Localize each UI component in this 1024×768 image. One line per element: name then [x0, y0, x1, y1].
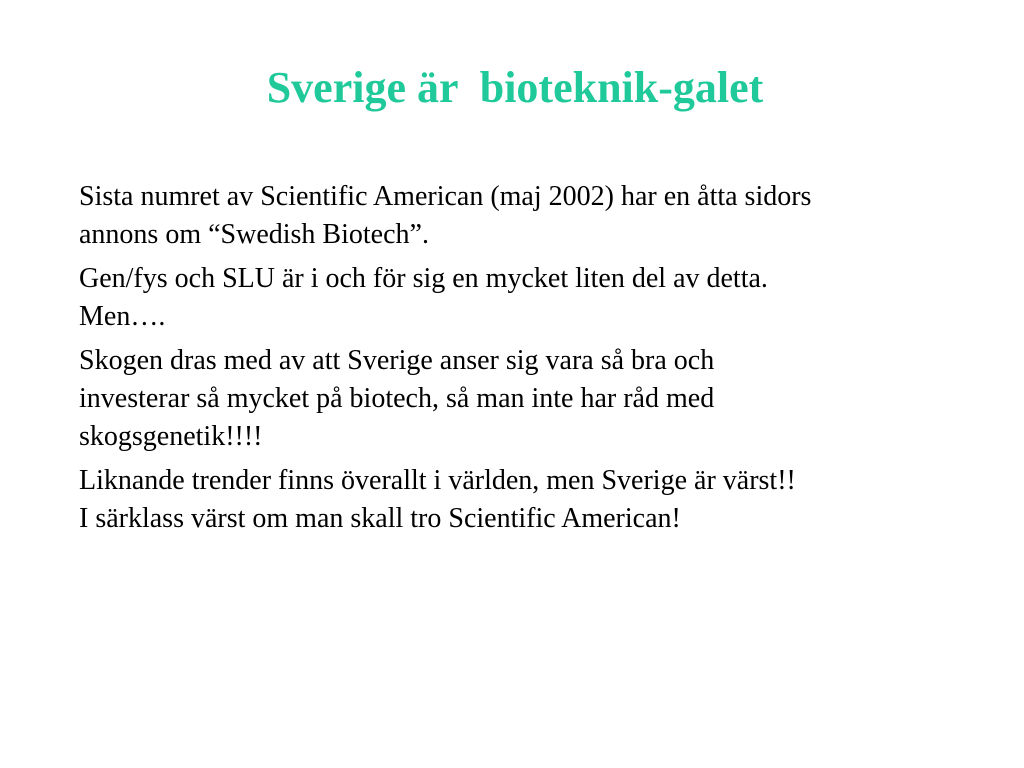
- paragraph-scientific-american: Sista numret av Scientific American (maj 2002) har en åtta sidors annons om “Swedish Biotech”.: [79, 181, 812, 250]
- paragraph-genfys-slu: Gen/fys och SLU är i och för sig en mycket liten del av detta. Men….: [79, 263, 768, 332]
- paragraph-trender: Liknande trender finns överallt i världen, men Sverige är värst!! I särklass värst om man skall tro Scientific American!: [79, 465, 796, 534]
- slide-title: Sverige är bioteknik-galet: [266, 63, 764, 112]
- slide-body: [79, 178, 999, 544]
- paragraph-skogen: Skogen dras med av att Sverige anser sig vara så bra och investerar så mycket på biotech, så man inte har råd med skogsgenetik!!!!: [79, 345, 715, 452]
